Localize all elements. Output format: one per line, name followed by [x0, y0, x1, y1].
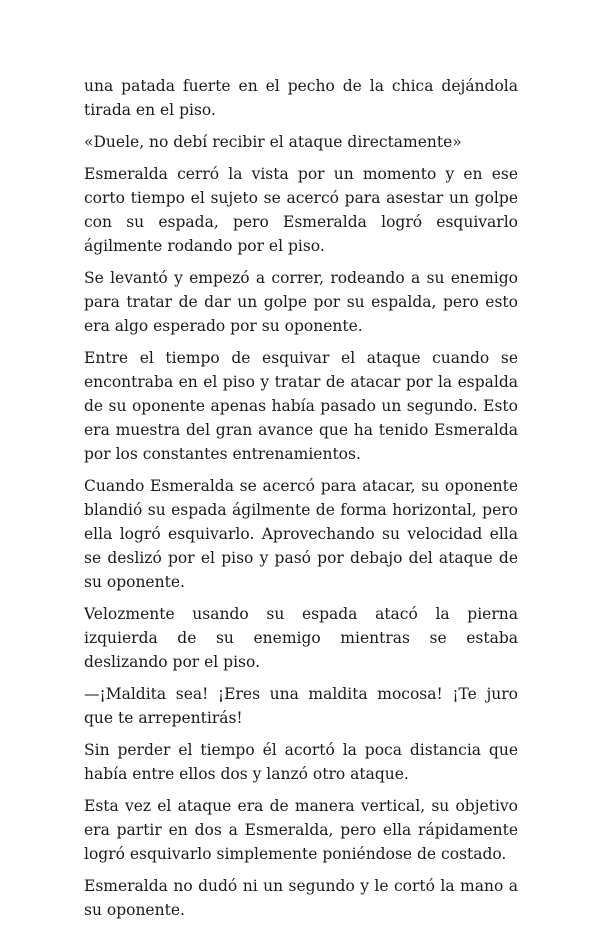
- paragraph: Esmeralda no dudó ni un segundo y le cortó la mano a su oponente.: [84, 877, 518, 919]
- paragraph: «Duele, no debí recibir el ataque directamente»: [84, 133, 462, 151]
- paragraph: Sin perder el tiempo él acortó la poca distancia que había entre ellos dos y lanzó otro ataque.: [84, 741, 518, 783]
- paragraph: Cuando Esmeralda se acercó para atacar, su oponente blandió su espada ágilmente de forma horizontal, pero ella logró esquivarlo. Aprovechando su velocidad ella se deslizó por el piso y pasó por debajo del ataque de su oponente.: [84, 477, 518, 591]
- paragraph: Entre el tiempo de esquivar el ataque cuando se encontraba en el piso y tratar de atacar por la espalda de su oponente apenas había pasado un segundo. Esto era muestra del gran avance que ha tenido Esmeralda por los constantes entrenamientos.: [84, 349, 518, 463]
- paragraph: Velozmente usando su espada atacó la pierna izquierda de su enemigo mientras se estaba deslizando por el piso.: [84, 605, 518, 671]
- paragraph: Esmeralda cerró la vista por un momento y en ese corto tiempo el sujeto se acercó para asestar un golpe con su espada, pero Esmeralda logró esquivarlo ágilmente rodando por el piso.: [84, 165, 518, 255]
- paragraph: —¡Maldita sea! ¡Eres una maldita mocosa! ¡Te juro que te arrepentirás!: [84, 685, 518, 727]
- paragraph: una patada fuerte en el pecho de la chica dejándola tirada en el piso.: [84, 77, 518, 119]
- page-body: [84, 74, 518, 930]
- paragraph: Se levantó y empezó a correr, rodeando a su enemigo para tratar de dar un golpe por su espalda, pero esto era algo esperado por su oponente.: [84, 269, 518, 335]
- paragraph: Esta vez el ataque era de manera vertical, su objetivo era partir en dos a Esmeralda, pero ella rápidamente logró esquivarlo simplemente poniéndose de costado.: [84, 797, 518, 863]
